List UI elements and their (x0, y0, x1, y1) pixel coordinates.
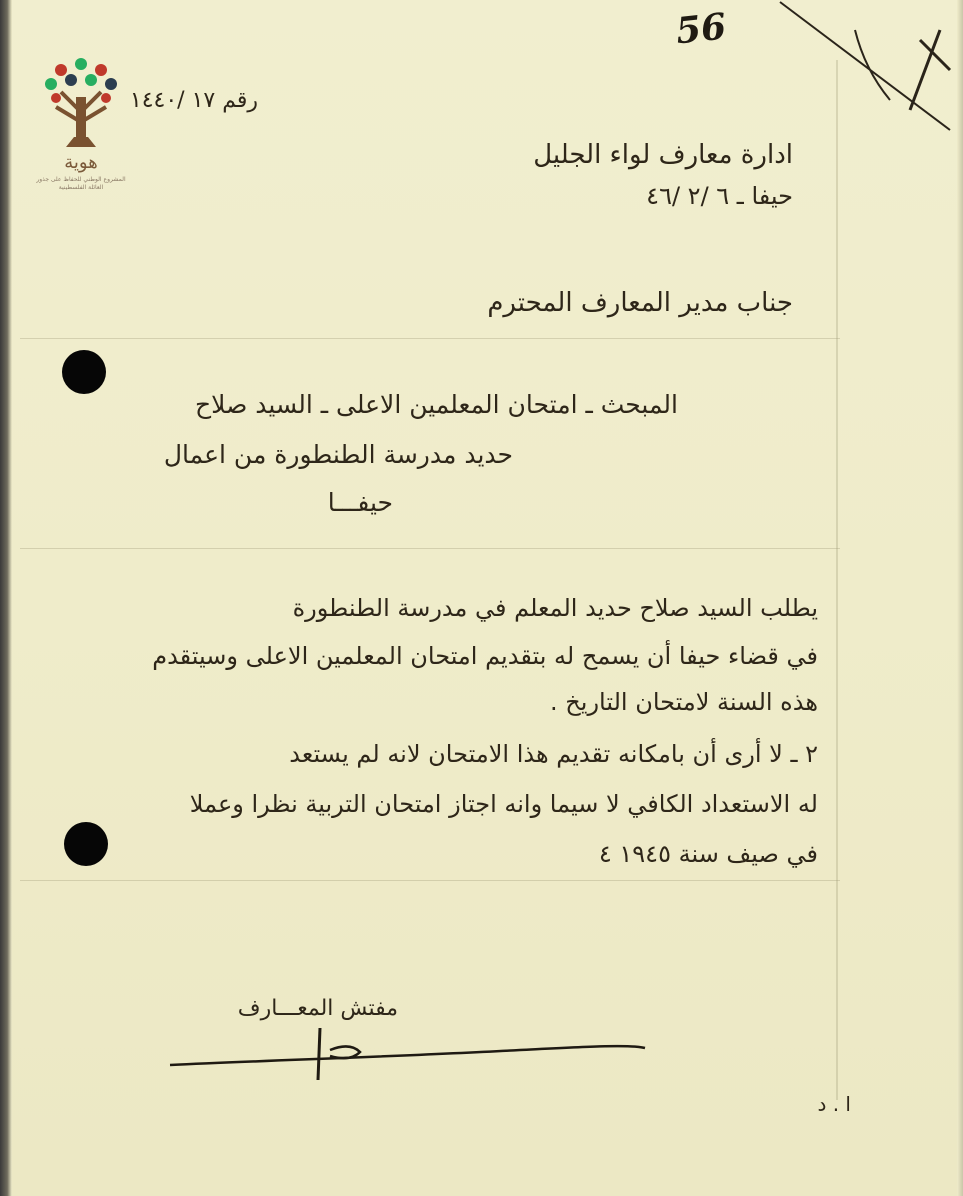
punch-hole (62, 350, 106, 394)
body-line: في صيف سنة ١٩٤٥ ٤ (598, 840, 818, 868)
body-line: له الاستعداد الكافي لا سيما وانه اجتاز امتحان التربية نظرا وعملا (189, 790, 818, 818)
footer-initials: ا . د (817, 1092, 851, 1116)
page-number: 56 (673, 5, 729, 53)
body-line: في قضاء حيفا أن يسمح له بتقديم امتحان المعلمين الاعلى وسيتقدم (152, 642, 818, 670)
place-date: حيفا ـ ٦ /٢ /٤٦ (646, 182, 793, 210)
salutation: جناب مدير المعارف المحترم (487, 288, 793, 318)
logo-name: هوية (64, 152, 98, 173)
scan-right-edge (957, 0, 963, 1196)
corner-mark-icon (760, 0, 960, 140)
handwritten-signature (160, 1020, 660, 1090)
reference-number: رقم ١٧ /١٤٤٠ (129, 88, 258, 113)
paper-fold-line (836, 60, 838, 1100)
paper-crease (20, 880, 840, 881)
heritage-logo (36, 52, 126, 202)
body-line: هذه السنة لامتحان التاريخ . (550, 688, 818, 716)
subject-line-2: حديد مدرسة الطنطورة من اعمال (163, 440, 513, 469)
scan-left-edge (0, 0, 12, 1196)
signature-title: مفتش المعـــارف (237, 996, 398, 1021)
paper-crease (20, 338, 840, 339)
body-line: ٢ ـ لا أرى أن بامكانه تقديم هذا الامتحان لانه لم يستعد (289, 740, 818, 768)
tree-icon (36, 52, 126, 152)
subject-line-1: المبحث ـ امتحان المعلمين الاعلى ـ السيد صلاح (195, 390, 678, 419)
logo-subtitle: المشروع الوطني للحفاظ على جذور العائلة الفلسطينية (36, 176, 126, 191)
subject-line-3: حيفـــا (327, 488, 393, 517)
department-name: ادارة معارف لواء الجليل (533, 140, 793, 170)
punch-hole (64, 822, 108, 866)
paper-crease (20, 548, 840, 549)
body-line: يطلب السيد صلاح حديد المعلم في مدرسة الطنطورة (292, 594, 818, 622)
